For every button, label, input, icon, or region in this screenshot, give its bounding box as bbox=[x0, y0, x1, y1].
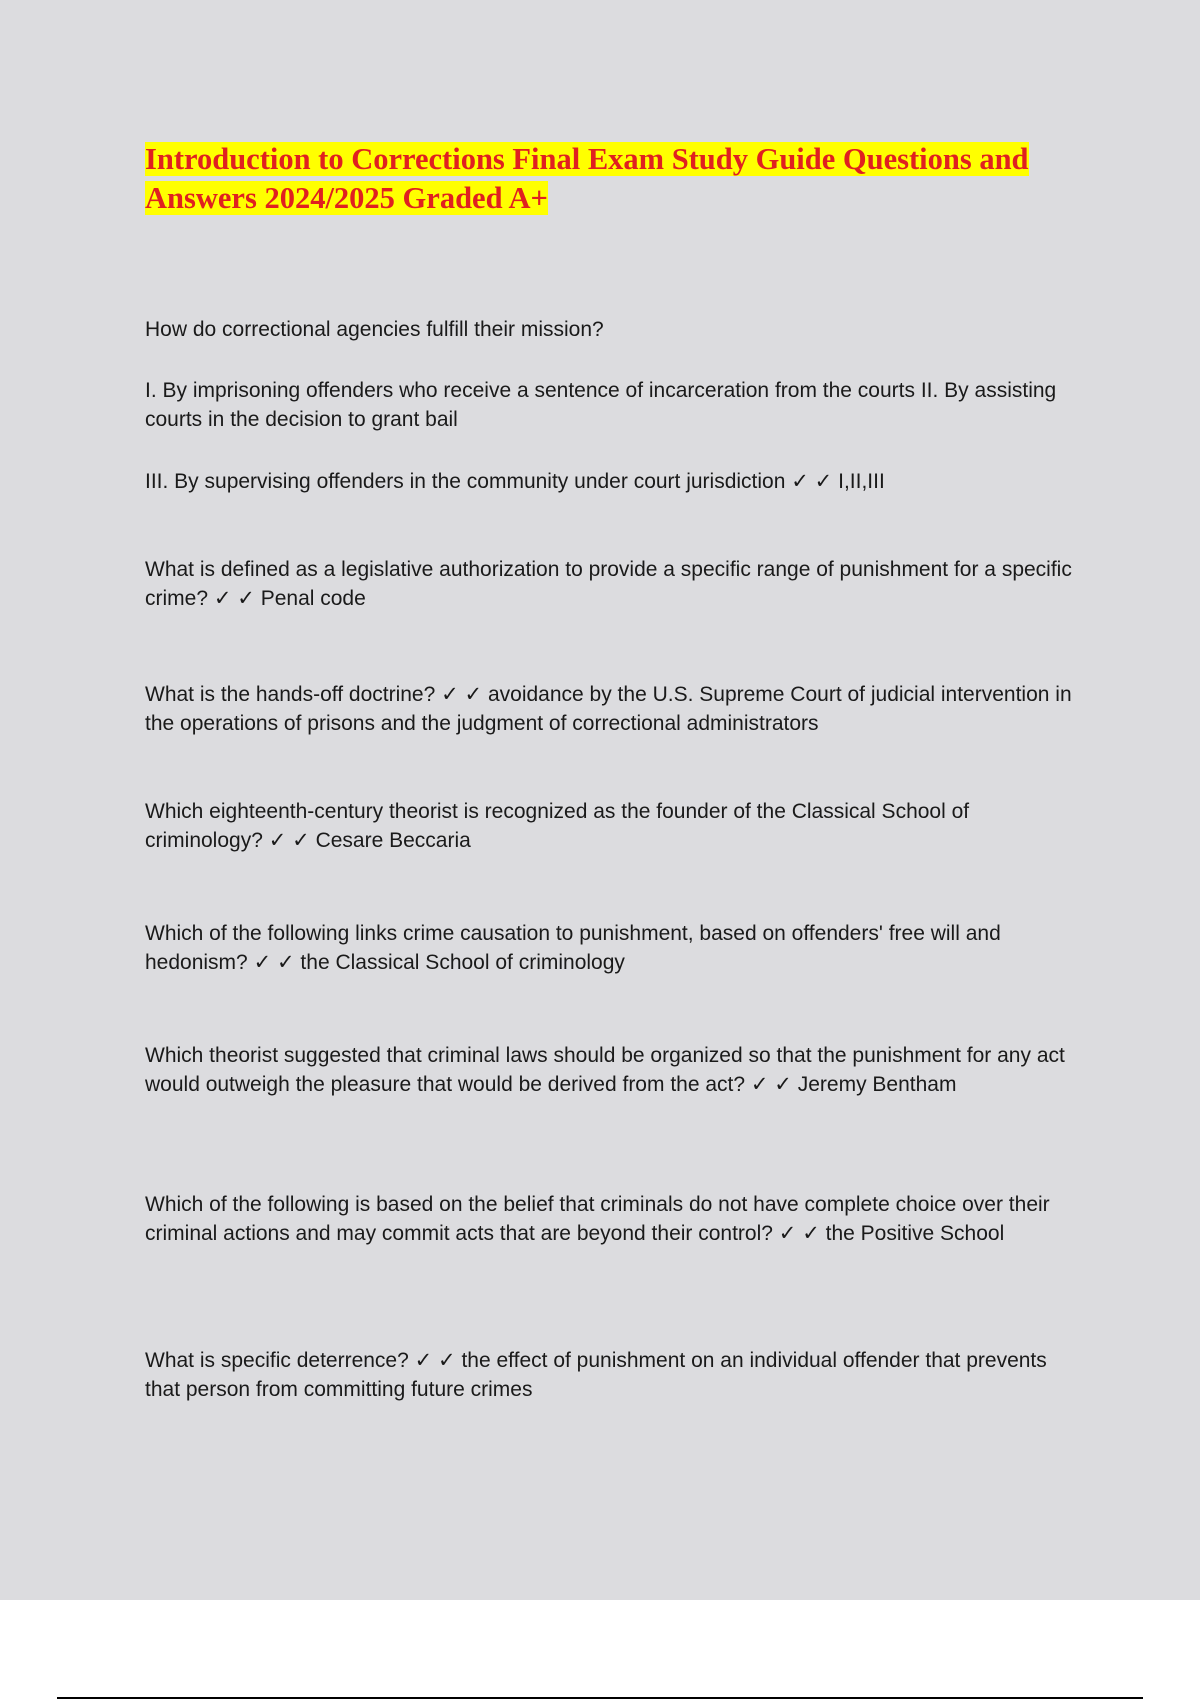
answer-option-3: III. By supervising offenders in the community under court jurisdiction ✓ ✓ I,II,III bbox=[145, 470, 885, 493]
qa-jeremy-bentham: Which theorist suggested that criminal laws should be organized so that the punishment for any act would outweigh the pleasure that would be derived from the act? ✓ ✓ Jeremy Bentham bbox=[145, 1044, 1065, 1096]
qa-penal-code: What is defined as a legislative authorization to provide a specific range of punishment for a specific crime? ✓ ✓ Penal code bbox=[145, 558, 1072, 610]
qa-classical-school: Which of the following links crime causation to punishment, based on offenders' free will and hedonism? ✓ ✓ the Classical School of criminology bbox=[145, 922, 1001, 974]
qa-hands-off-doctrine: What is the hands-off doctrine? ✓ ✓ avoidance by the U.S. Supreme Court of judicial intervention in the operations of prisons and the judgment of correctional administrators bbox=[145, 683, 1072, 735]
qa-positive-school: Which of the following is based on the belief that criminals do not have complete choice over their criminal actions and may commit acts that are beyond their control? ✓ ✓ the Positive School bbox=[145, 1193, 1050, 1245]
answer-options-1-2: I. By imprisoning offenders who receive a sentence of incarceration from the courts II. By assisting courts in the decision to grant bail bbox=[145, 379, 1057, 431]
document-title: Introduction to Corrections Final Exam Study Guide Questions and Answers 2024/2025 Graded A+ bbox=[145, 142, 1029, 215]
qa-specific-deterrence: What is specific deterrence? ✓ ✓ the effect of punishment on an individual offender that prevents that person from committing future crimes bbox=[145, 1349, 1047, 1401]
qa-cesare-beccaria: Which eighteenth-century theorist is recognized as the founder of the Classical School of criminology? ✓ ✓ Cesare Beccaria bbox=[145, 800, 970, 852]
page-divider bbox=[57, 1697, 1143, 1699]
question-mission: How do correctional agencies fulfill their mission? bbox=[145, 318, 604, 341]
